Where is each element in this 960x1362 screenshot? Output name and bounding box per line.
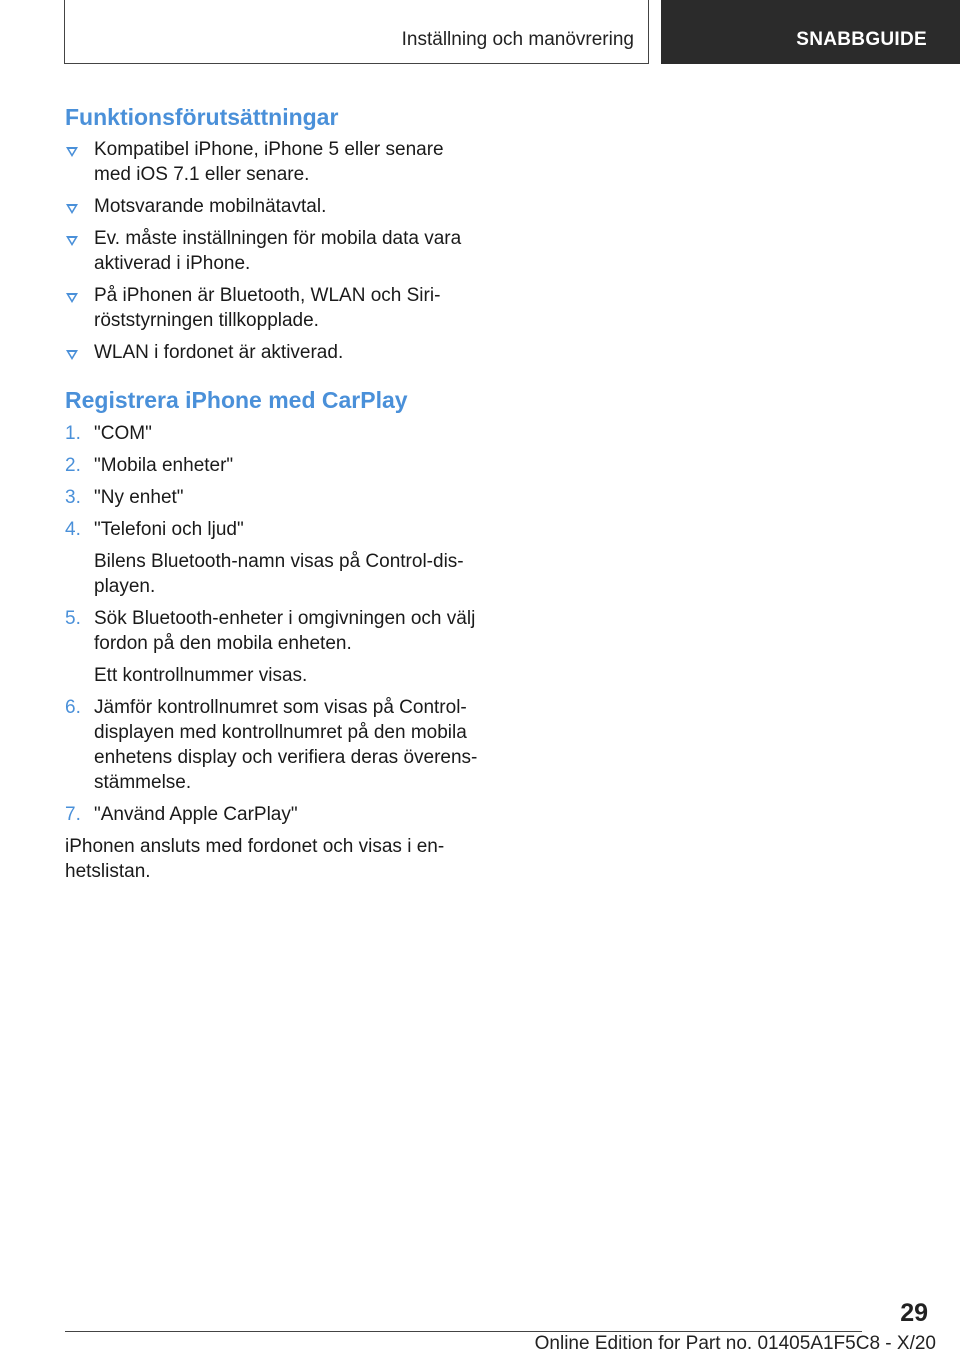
triangle-bullet-icon bbox=[66, 204, 78, 214]
register-heading: Registrera iPhone med CarPlay bbox=[65, 387, 408, 413]
step-note: Ett kontrollnummer visas. bbox=[94, 665, 308, 686]
footer-divider bbox=[65, 1331, 862, 1332]
requirements-list bbox=[65, 137, 485, 365]
step-item bbox=[65, 485, 485, 510]
header-guide-label: SNABBGUIDE bbox=[796, 29, 927, 50]
footer-edition: Online Edition for Part no. 01405A1F5C8 - X/20 bbox=[534, 1333, 936, 1354]
list-item-text: På iPhonen är Bluetooth, WLAN och Siri- bbox=[94, 285, 441, 306]
step-item bbox=[65, 606, 485, 688]
step-text: enhetens display och verifiera deras överens- bbox=[94, 747, 478, 768]
list-item-text: aktiverad i iPhone. bbox=[94, 253, 251, 274]
result-text: iPhonen ansluts med fordonet och visas i en- bbox=[65, 836, 445, 857]
requirements-heading: Funktionsförutsättningar bbox=[65, 104, 339, 130]
step-text: "Ny enhet" bbox=[94, 487, 184, 508]
result-text: hetslistan. bbox=[65, 861, 151, 882]
list-item-text: med iOS 7.1 eller senare. bbox=[94, 164, 310, 185]
step-text: Sök Bluetooth-enheter i omgivningen och välj bbox=[94, 608, 476, 629]
page-number: 29 bbox=[900, 1299, 928, 1327]
list-item bbox=[65, 194, 485, 219]
step-text: "Mobila enheter" bbox=[94, 455, 234, 476]
step-text: "Använd Apple CarPlay" bbox=[94, 804, 298, 825]
list-item-text: Kompatibel iPhone, iPhone 5 eller senare bbox=[94, 139, 444, 160]
step-text: "Telefoni och ljud" bbox=[94, 519, 244, 540]
step-note: playen. bbox=[94, 576, 156, 597]
list-item bbox=[65, 226, 485, 276]
list-item-text: röststyrningen tillkopplade. bbox=[94, 310, 319, 331]
register-steps bbox=[65, 421, 485, 827]
triangle-bullet-icon bbox=[66, 236, 78, 246]
step-number: 1. bbox=[65, 423, 81, 444]
step-number: 6. bbox=[65, 697, 81, 718]
step-item bbox=[65, 695, 485, 795]
triangle-bullet-icon bbox=[66, 293, 78, 303]
step-number: 3. bbox=[65, 487, 81, 508]
step-text: "COM" bbox=[94, 423, 152, 444]
list-item-text: Motsvarande mobilnätavtal. bbox=[94, 196, 327, 217]
step-text: stämmelse. bbox=[94, 772, 192, 793]
step-note: Bilens Bluetooth-namn visas på Control-dis- bbox=[94, 551, 464, 572]
main-content bbox=[65, 102, 485, 884]
list-item bbox=[65, 340, 485, 365]
step-text: Jämför kontrollnumret som visas på Control- bbox=[94, 697, 467, 718]
step-item bbox=[65, 453, 485, 478]
step-number: 7. bbox=[65, 804, 81, 825]
step-text: displayen med kontrollnumret på den mobila bbox=[94, 722, 467, 743]
step-number: 4. bbox=[65, 519, 81, 540]
list-item-text: WLAN i fordonet är aktiverad. bbox=[94, 342, 344, 363]
step-number: 2. bbox=[65, 455, 81, 476]
step-item bbox=[65, 421, 485, 446]
list-item bbox=[65, 137, 485, 187]
step-text: fordon på den mobila enheten. bbox=[94, 633, 352, 654]
step-number: 5. bbox=[65, 608, 81, 629]
step-item bbox=[65, 802, 485, 827]
triangle-bullet-icon bbox=[66, 147, 78, 157]
header-section-box bbox=[64, 0, 649, 64]
header-guide-box bbox=[661, 0, 960, 64]
triangle-bullet-icon bbox=[66, 350, 78, 360]
step-item bbox=[65, 517, 485, 599]
list-item bbox=[65, 283, 485, 333]
header-section-title: Inställning och manövrering bbox=[401, 29, 634, 50]
list-item-text: Ev. måste inställningen för mobila data vara bbox=[94, 228, 462, 249]
